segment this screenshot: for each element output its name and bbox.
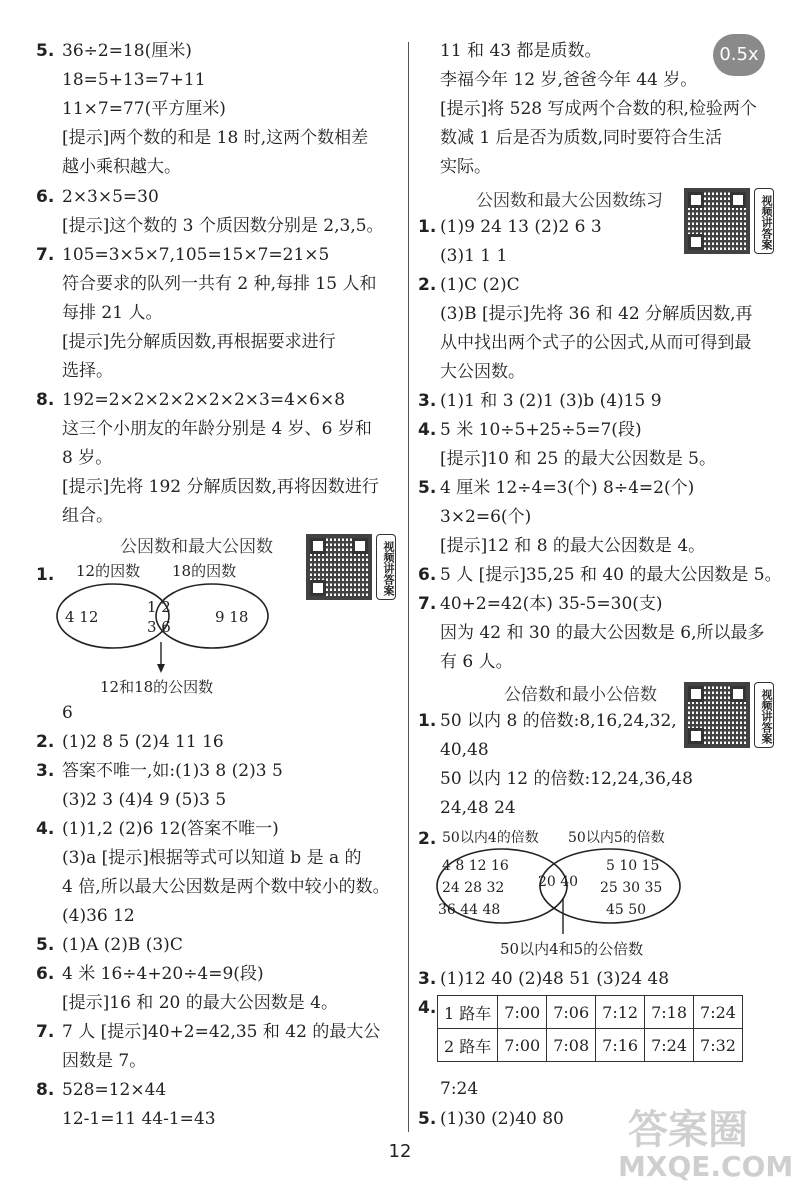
watermark-brand: 答案圈: [628, 1107, 748, 1153]
hint-line: 越小乘积越大。: [62, 157, 181, 177]
venn-arrow-label: 12和18的公因数: [100, 678, 214, 696]
question-number: 2.: [418, 829, 437, 849]
answer-line: 12-1=11 44-1=43: [62, 1109, 216, 1129]
answer-line: 这三个小朋友的年龄分别是 4 岁、6 岁和: [62, 419, 372, 439]
answer-line: 因为 42 和 30 的最大公因数是 6,所以最多: [440, 623, 765, 643]
table-cell: 7:32: [694, 1029, 743, 1062]
question-number: 3.: [36, 761, 55, 781]
venn-right-row: 5 10 15: [606, 858, 660, 874]
hint-line: [提示]先将 192 分解质因数,再将因数进行: [62, 477, 379, 497]
answer-line: 40,48: [440, 740, 489, 760]
answer-line: 5 人 [提示]35,25 和 40 的最大公因数是 5。: [440, 565, 782, 585]
table-cell: 7:00: [498, 1029, 547, 1062]
hint-line: [提示]将 528 写成两个合数的积,检验两个: [440, 99, 757, 119]
question-number: 1.: [418, 217, 437, 237]
hint-line: 从中找出两个式子的公因式,从而可得到最: [440, 333, 752, 353]
answer-line: 11×7=77(平方厘米): [62, 99, 226, 119]
venn-label-right: 18的因数: [172, 562, 237, 580]
question-number: 1.: [418, 711, 437, 731]
section-title: 公因数和最大公因数: [120, 537, 273, 557]
answer-line: (3)2 3 (4)4 9 (5)3 5: [62, 790, 227, 810]
answer-line: 36÷2=18(厘米): [62, 41, 192, 61]
answer-line: (1)C (2)C: [440, 275, 520, 295]
answer-line: 7 人 [提示]40+2=42,35 和 42 的最大公: [62, 1022, 381, 1042]
hint-line: [提示]12 和 8 的最大公因数是 4。: [440, 536, 706, 556]
qr-code-icon[interactable]: [306, 534, 372, 600]
table-cell: 7:08: [547, 1029, 596, 1062]
page-number: 12: [388, 1141, 412, 1162]
question-number: 8.: [36, 390, 55, 410]
question-number: 8.: [36, 1080, 55, 1100]
answer-line: 50 以内 8 的倍数:8,16,24,32,: [440, 711, 677, 731]
answer-line: 11 和 43 都是质数。: [440, 41, 602, 61]
venn-right-row: 25 30 35: [600, 880, 663, 896]
playback-speed-button[interactable]: 0.5x: [713, 34, 765, 76]
column-divider: [408, 42, 409, 1132]
table-cell: 7:24: [645, 1029, 694, 1062]
hint-line: (3)B [提示]先将 36 和 42 分解质因数,再: [440, 304, 753, 324]
venn-label-right: 50以内5的倍数: [568, 830, 665, 846]
hint-line: 数减 1 后是否为质数,同时要符合生活: [440, 128, 723, 148]
hint-line: 选择。: [62, 361, 113, 381]
hint-line: [提示]10 和 25 的最大公因数是 5。: [440, 449, 716, 469]
hint-line: 实际。: [440, 157, 491, 177]
qr-code-icon[interactable]: [684, 188, 750, 254]
answer-line: 答案不唯一,如:(1)3 8 (2)3 5: [62, 761, 283, 781]
watermark-site: MXQE.COM: [618, 1150, 794, 1183]
venn-arrow-label: 50以内4和5的公倍数: [500, 940, 644, 958]
answer-line: 192=2×2×2×2×2×2×3=4×6×8: [62, 390, 346, 410]
section-title: 公倍数和最小公倍数: [504, 685, 657, 705]
answer-line: 4 厘米 12÷4=3(个) 8÷4=2(个): [440, 478, 695, 498]
question-number: 1.: [36, 565, 55, 585]
hint-line: [提示]16 和 20 的最大公因数是 4。: [62, 993, 338, 1013]
answer-line: 每排 21 人。: [62, 303, 163, 323]
question-number: 3.: [418, 969, 437, 989]
venn-common-bottom: 3 6: [147, 618, 171, 636]
venn-ellipse-right: [156, 584, 268, 648]
venn-label-left: 50以内4的倍数: [442, 830, 539, 846]
table-cell: 7:18: [645, 996, 694, 1029]
question-number: 6.: [36, 187, 55, 207]
answer-line: 3×2=6(个): [440, 507, 532, 527]
answer-line: 24,48 24: [440, 798, 516, 818]
question-number: 2.: [36, 732, 55, 752]
answer-line: 李福今年 12 岁,爸爸今年 44 岁。: [440, 70, 698, 90]
answer-line: (1)12 40 (2)48 51 (3)24 48: [440, 969, 670, 989]
hint-line: 因数是 7。: [62, 1051, 147, 1071]
answer-line: 有 6 人。: [440, 652, 513, 672]
answer-line: 8 岁。: [62, 448, 113, 468]
answer-line: 符合要求的队列一共有 2 种,每排 15 人和: [62, 274, 377, 294]
hint-line: [提示]两个数的和是 18 时,这两个数相差: [62, 128, 369, 148]
answer-line: (4)36 12: [62, 906, 135, 926]
answer-line: 528=12×44: [62, 1080, 167, 1100]
answer-line: 50 以内 12 的倍数:12,24,36,48: [440, 769, 693, 789]
venn-label-left: 12的因数: [76, 562, 141, 580]
table-row: [438, 1029, 743, 1062]
table-cell: 7:00: [498, 996, 547, 1029]
hint-line: 大公因数。: [440, 362, 525, 382]
venn-left-row: 36 44 48: [438, 902, 501, 918]
bus-schedule-table: [437, 995, 743, 1062]
venn-left-row: 4 8 12 16: [442, 858, 509, 874]
answer-line: (1)A (2)B (3)C: [62, 935, 183, 955]
answer-line: (1)1,2 (2)6 12(答案不唯一): [62, 819, 279, 839]
table-cell: 7:24: [694, 996, 743, 1029]
hint-line: 4 倍,所以最大公因数是两个数中较小的数。: [62, 877, 390, 897]
answer-line: 5 米 10÷5+25÷5=7(段): [440, 420, 642, 440]
question-number: 7.: [418, 594, 437, 614]
video-answer-tag[interactable]: 视频讲答案: [754, 682, 774, 748]
answer-line: 7:24: [440, 1079, 479, 1099]
answer-line: (1)2 8 5 (2)4 11 16: [62, 732, 224, 752]
venn-arrowhead: [157, 664, 165, 673]
answer-line: (1)1 和 3 (2)1 (3)b (4)15 9: [440, 391, 662, 411]
answer-line: 2×3×5=30: [62, 187, 159, 207]
answer-line: 4 米 16÷4+20÷4=9(段): [62, 964, 264, 984]
question-number: 4.: [36, 819, 55, 839]
video-answer-tag[interactable]: 视频讲答案: [754, 188, 774, 254]
section-title: 公因数和最大公因数练习: [476, 191, 663, 211]
question-number: 6.: [418, 565, 437, 585]
table-cell: 1 路车: [438, 996, 498, 1029]
question-number: 3.: [418, 391, 437, 411]
answer-line: 105=3×5×7,105=15×7=21×5: [62, 245, 330, 265]
video-answer-tag[interactable]: 视频讲答案: [376, 534, 396, 600]
venn-common: 20 40: [538, 874, 579, 890]
answer-line: 6: [62, 703, 73, 723]
venn-common-top: 1 2: [147, 598, 171, 616]
hint-line: [提示]先分解质因数,再根据要求进行: [62, 332, 336, 352]
qr-code-icon[interactable]: [684, 682, 750, 748]
hint-line: 组合。: [62, 506, 113, 526]
table-cell: 7:12: [596, 996, 645, 1029]
hint-line: [提示]这个数的 3 个质因数分别是 2,3,5。: [62, 216, 384, 236]
answer-line: (1)30 (2)40 80: [440, 1109, 564, 1129]
table-cell: 7:16: [596, 1029, 645, 1062]
hint-line: (3)a [提示]根据等式可以知道 b 是 a 的: [62, 848, 362, 868]
venn-left-row: 24 28 32: [442, 880, 505, 896]
question-number: 5.: [36, 935, 55, 955]
table-cell: 2 路车: [438, 1029, 498, 1062]
question-number: 6.: [36, 964, 55, 984]
answer-line: 18=5+13=7+11: [62, 70, 206, 90]
venn-right-only: 9 18: [215, 608, 249, 626]
table-row: [438, 996, 743, 1029]
table-cell: 7:06: [547, 996, 596, 1029]
question-number: 7.: [36, 1022, 55, 1042]
venn-left-only: 4 12: [65, 608, 99, 626]
answer-line: 40+2=42(本) 35-5=30(支): [440, 594, 663, 614]
answer-line: (3)1 1 1: [440, 246, 508, 266]
question-number: 4.: [418, 998, 437, 1018]
question-number: 2.: [418, 275, 437, 295]
venn-right-row: 45 50: [606, 902, 647, 918]
question-number: 5.: [418, 478, 437, 498]
question-number: 4.: [418, 420, 437, 440]
question-number: 5.: [418, 1109, 437, 1129]
question-number: 7.: [36, 245, 55, 265]
answer-line: (1)9 24 13 (2)2 6 3: [440, 217, 602, 237]
question-number: 5.: [36, 41, 55, 61]
